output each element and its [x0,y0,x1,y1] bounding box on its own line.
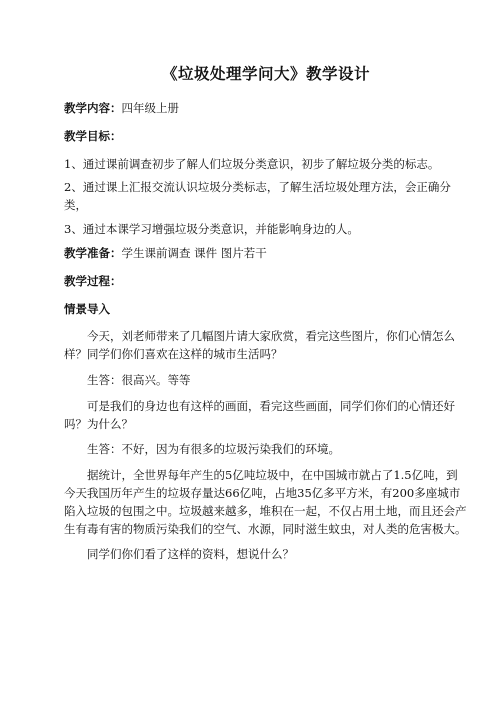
objective-item-1: 1、通过课前调查初步了解人们垃圾分类意识，初步了解垃圾分类的标志。 [64,156,440,171]
paragraph-5: 据统计，全世界每年产生的5亿吨垃圾中，在中国城市就占了1.5亿吨，到今天我国历年产生的垃圾存量达66亿吨，占地35亿多平方米，有200多座城市陷入垃圾的包围之中。垃圾越来越多，堆积在一起，不仅占用土地，而且还会产生有毒有害的物质污染我们的空气、水源，同时滋生蚊虫，对人类的危害极大。 [64,468,467,536]
paragraph-4: 生答：不好，因为有很多的垃圾污染我们的环境。 [87,442,340,457]
section-heading-intro: 情景导入 [64,301,110,316]
paragraph-2: 生答：很高兴。等等 [87,372,191,387]
objective-item-3: 3、通过本课学习增强垃圾分类意识，并能影响身边的人。 [64,222,359,237]
teaching-content-value: 四年级上册 [121,101,179,116]
document-title: 《垃圾处理学问大》教学设计 [161,65,370,83]
teaching-preparation-label: 教学准备： [64,245,122,260]
objective-item-2: 2、通过课上汇报交流认识垃圾分类标志，了解生活垃圾处理方法，会正确分类， [64,180,451,213]
paragraph-6: 同学们你们看了这样的资料，想说什么？ [87,547,294,562]
teaching-preparation-value: 学生课前调查 课件 图片若干 [121,245,267,260]
teaching-content-label: 教学内容： [64,101,122,116]
teaching-process-label: 教学过程： [64,273,122,288]
teaching-preparation-row [64,245,468,263]
teaching-objectives-label: 教学目标： [64,128,122,143]
teaching-content-row [64,100,468,118]
paragraph-1: 今天，刘老师带来了几幅图片请大家欣赏，看完这些图片，你们心情怎么样？同学们你们喜欢在这样的城市生活吗？ [64,329,455,362]
paragraph-3: 可是我们的身边也有这样的画面，看完这些画面，同学们你们的心情还好吗？为什么？ [64,398,455,431]
